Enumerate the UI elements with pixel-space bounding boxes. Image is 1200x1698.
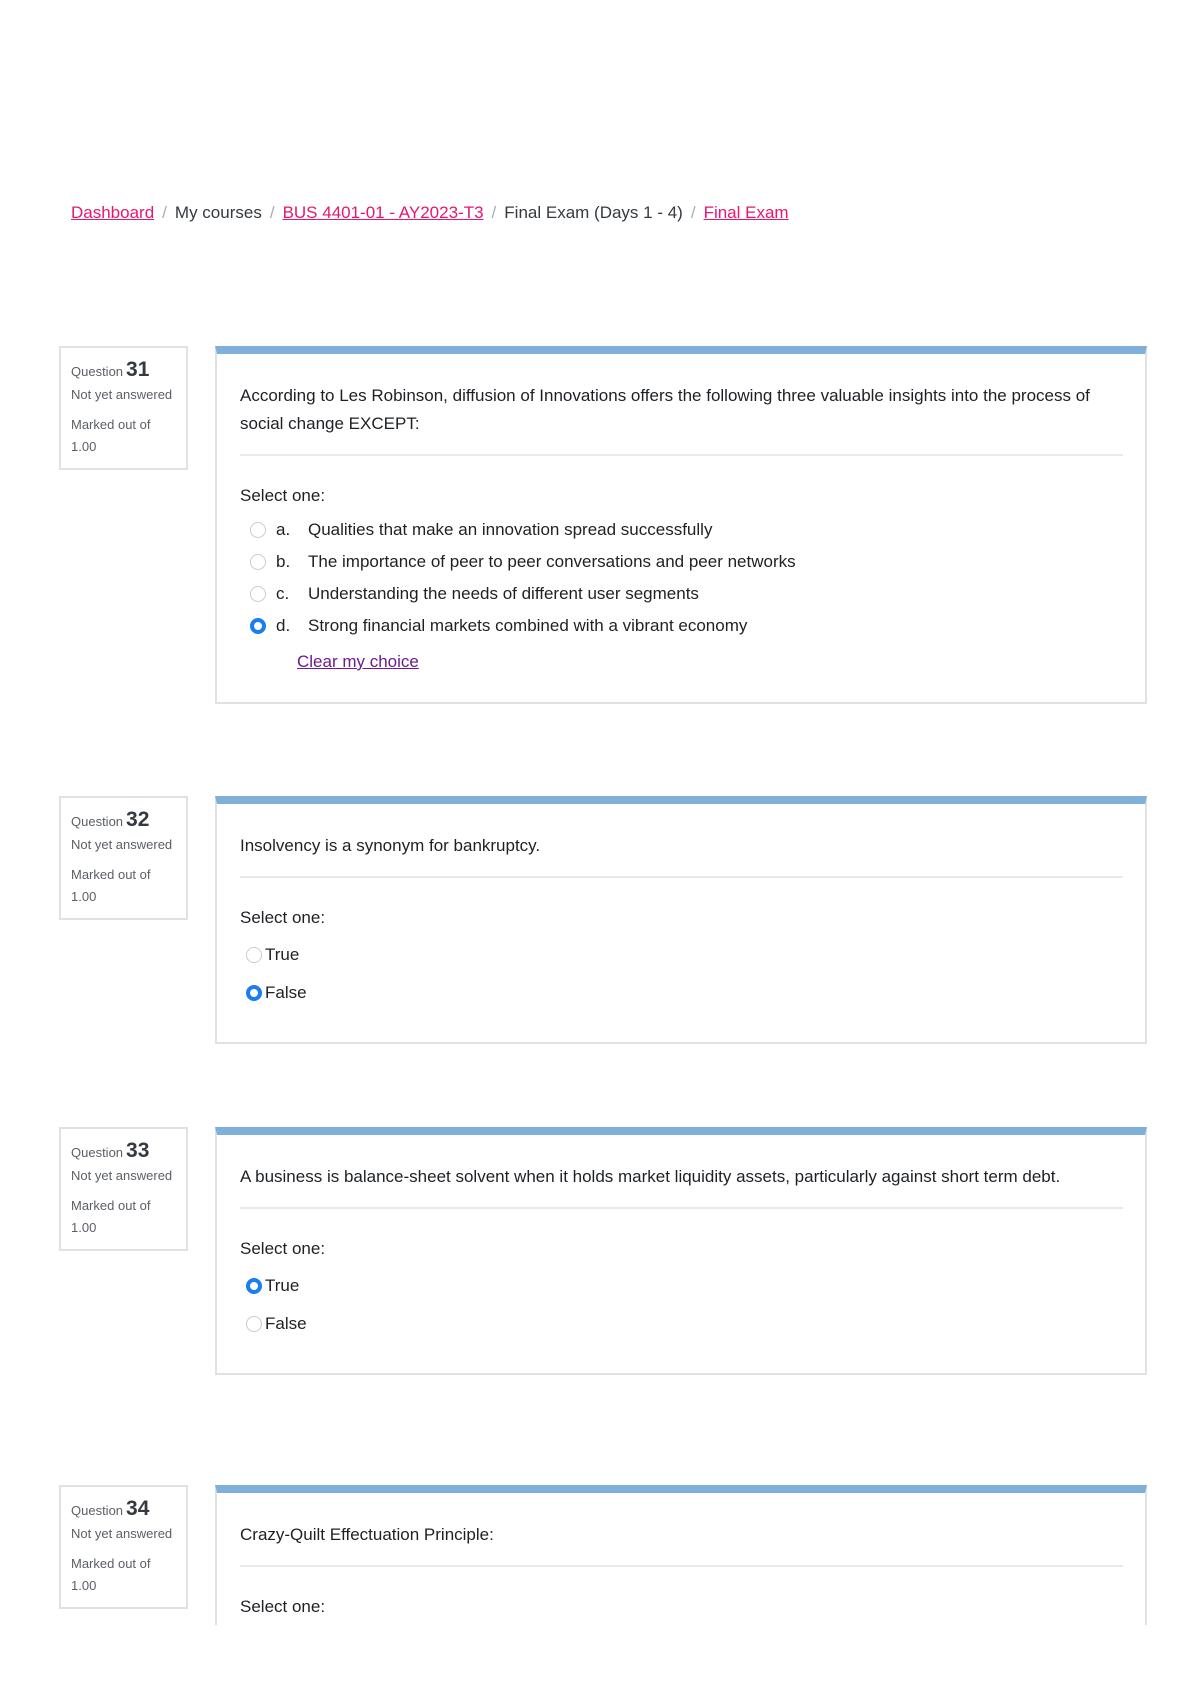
- select-one-prompt: Select one:: [240, 1239, 326, 1258]
- radio-button-unchecked[interactable]: [250, 522, 266, 538]
- breadcrumb-separator: /: [690, 203, 696, 222]
- option-letter: c.: [276, 584, 290, 603]
- breadcrumb-separator: /: [269, 203, 275, 222]
- option-letter: b.: [276, 552, 291, 571]
- answer-option-c[interactable]: [240, 578, 1123, 610]
- answer-options: [240, 1267, 1123, 1343]
- breadcrumb-course-link[interactable]: BUS 4401-01 - AY2023-T3: [282, 203, 484, 222]
- option-letter: d.: [276, 616, 291, 635]
- radio-button-checked[interactable]: [246, 1278, 262, 1294]
- breadcrumb: [71, 203, 789, 223]
- option-letter: a.: [276, 520, 291, 539]
- answer-option-true[interactable]: [240, 936, 1123, 974]
- breadcrumb-separator: /: [162, 203, 167, 222]
- question-text: According to Les Robinson, diffusion of Innovations offers the following three valuable insights into the process of social change EXCEPT:: [240, 382, 1123, 456]
- question-info-box: [59, 346, 188, 470]
- select-one-prompt: Select one:: [240, 908, 326, 927]
- question-text: Crazy-Quilt Effectuation Principle:: [240, 1521, 1123, 1567]
- option-text: Understanding the needs of different user segments: [308, 584, 699, 603]
- question-info-box: [59, 1485, 188, 1609]
- question-grade: Marked out of 1.00: [71, 417, 151, 454]
- page-bottom-margin: [0, 1625, 1200, 1698]
- answer-options: [240, 936, 1123, 1012]
- question-number: 34: [126, 1497, 150, 1520]
- answer-option-a[interactable]: [240, 514, 1123, 546]
- question-text: A business is balance-sheet solvent when it holds market liquidity assets, particularly against short term debt.: [240, 1163, 1123, 1209]
- radio-button-unchecked[interactable]: [250, 586, 266, 602]
- option-text: Strong financial markets combined with a vibrant economy: [308, 616, 748, 635]
- option-text: True: [265, 945, 300, 964]
- option-text: False: [265, 1314, 307, 1333]
- answer-options: [240, 514, 1123, 642]
- select-one-prompt: Select one:: [240, 1597, 326, 1616]
- radio-button-checked[interactable]: [250, 618, 266, 634]
- question-number: 33: [126, 1139, 150, 1162]
- radio-button-unchecked[interactable]: [246, 1316, 262, 1332]
- radio-button-unchecked[interactable]: [246, 947, 262, 963]
- question-content: [215, 796, 1147, 1044]
- breadcrumb-my-courses: My courses: [174, 203, 262, 222]
- question-info-box: [59, 1127, 188, 1251]
- question-text: Insolvency is a synonym for bankruptcy.: [240, 832, 1123, 878]
- question-grade: Marked out of 1.00: [71, 1198, 151, 1235]
- question-info-box: [59, 796, 188, 920]
- question-number: 31: [126, 358, 150, 381]
- question-content: [215, 1127, 1147, 1375]
- question-content: [215, 346, 1147, 704]
- question-label: Question: [71, 814, 124, 829]
- breadcrumb-exam-section: Final Exam (Days 1 - 4): [504, 203, 683, 222]
- option-text: False: [265, 983, 307, 1002]
- question-state: Not yet answered: [71, 1526, 173, 1541]
- breadcrumb-separator: /: [491, 203, 497, 222]
- question-state: Not yet answered: [71, 837, 173, 852]
- question-label: Question: [71, 364, 124, 379]
- question-state: Not yet answered: [71, 1168, 173, 1183]
- question-label: Question: [71, 1145, 124, 1160]
- question-grade: Marked out of 1.00: [71, 867, 151, 904]
- answer-option-d[interactable]: [240, 610, 1123, 642]
- question-grade: Marked out of 1.00: [71, 1556, 151, 1593]
- answer-option-b[interactable]: [240, 546, 1123, 578]
- clear-my-choice-link[interactable]: Clear my choice: [297, 652, 419, 671]
- answer-option-true[interactable]: [240, 1267, 1123, 1305]
- option-text: Qualities that make an innovation spread successfully: [308, 520, 713, 539]
- option-text: True: [265, 1276, 300, 1295]
- breadcrumb-dashboard-link[interactable]: Dashboard: [71, 203, 155, 222]
- breadcrumb-final-exam-link[interactable]: Final Exam: [703, 203, 789, 222]
- question-state: Not yet answered: [71, 387, 173, 402]
- radio-button-checked[interactable]: [246, 985, 262, 1001]
- answer-option-false[interactable]: [240, 1305, 1123, 1343]
- answer-option-false[interactable]: [240, 974, 1123, 1012]
- question-number: 32: [126, 808, 150, 831]
- question-label: Question: [71, 1503, 124, 1518]
- option-text: The importance of peer to peer conversations and peer networks: [308, 552, 796, 571]
- radio-button-unchecked[interactable]: [250, 554, 266, 570]
- select-one-prompt: Select one:: [240, 486, 326, 505]
